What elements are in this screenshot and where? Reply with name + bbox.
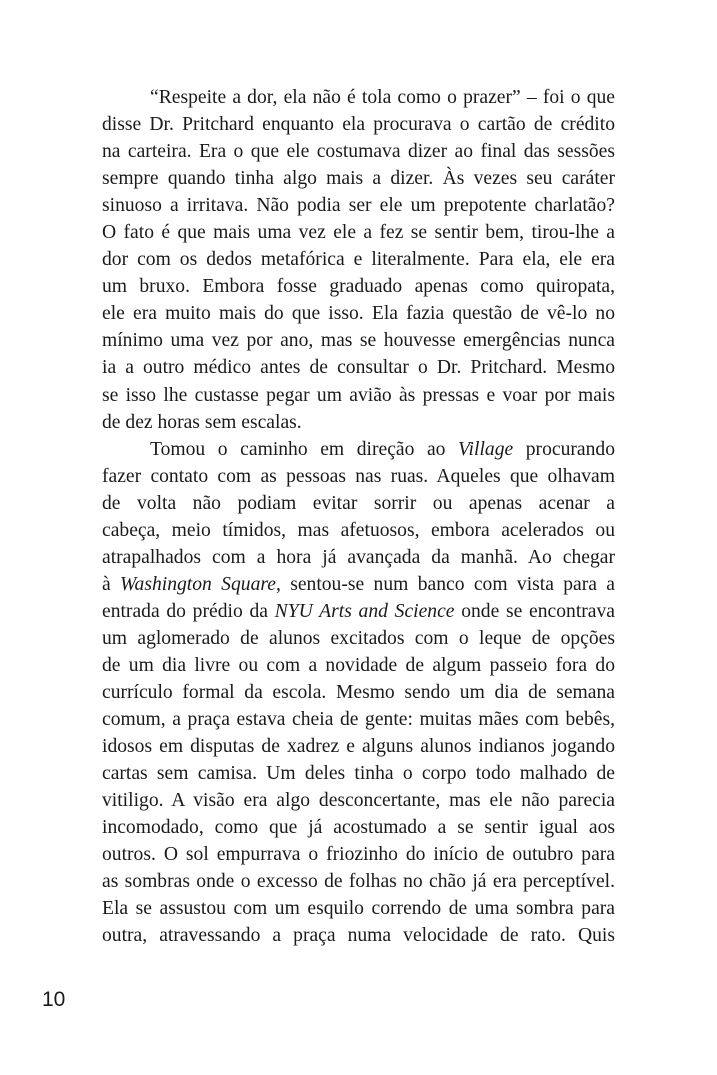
text-segment: de dez horas sem escalas. bbox=[102, 411, 302, 433]
text-line bbox=[102, 192, 615, 219]
text-line bbox=[102, 787, 615, 814]
text-segment: outra, atravessando a praça numa velocidade de rato. Quis bbox=[102, 925, 615, 947]
text-line bbox=[102, 354, 615, 381]
text-line bbox=[102, 652, 615, 679]
text-segment: Ela se assustou com um esquilo correndo de uma sombra para bbox=[102, 898, 615, 920]
text-line bbox=[102, 300, 615, 327]
text-segment: de um dia livre ou com a novidade de algum passeio fora do bbox=[102, 654, 615, 676]
text-segment: currículo formal da escola. Mesmo sendo um dia de semana bbox=[102, 682, 615, 704]
page-body bbox=[102, 84, 615, 950]
text-segment: O fato é que mais uma vez ele a fez se sentir bem, tirou-lhe a bbox=[102, 222, 615, 244]
text-line bbox=[102, 625, 615, 652]
italic-text-segment: Washington Square bbox=[120, 573, 276, 595]
text-line bbox=[102, 138, 615, 165]
italic-text-segment: NYU Arts and Science bbox=[274, 600, 455, 622]
text-segment: disse Dr. Pritchard enquanto ela procurava o cartão de crédito bbox=[102, 114, 615, 136]
paragraph bbox=[102, 84, 615, 436]
text-segment: as sombras onde o excesso de folhas no chão já era perceptível. bbox=[102, 871, 615, 893]
text-segment: de volta não podiam evitar sorrir ou apenas acenar a bbox=[102, 492, 615, 514]
text-line bbox=[102, 273, 615, 300]
text-segment: um bruxo. Embora fosse graduado apenas como quiropata, bbox=[102, 276, 615, 298]
text-segment: , sentou-se num banco com vista para a bbox=[275, 573, 615, 595]
text-line bbox=[102, 598, 615, 625]
text-segment: mínimo uma vez por ano, mas se houvesse emergências nunca bbox=[102, 330, 615, 352]
text-line bbox=[102, 409, 615, 436]
text-segment: procurando bbox=[513, 438, 615, 460]
text-line bbox=[102, 219, 615, 246]
text-segment: dor com os dedos metafórica e literalmente. Para ela, ele era bbox=[102, 249, 615, 271]
text-line bbox=[102, 490, 615, 517]
text-segment: ia a outro médico antes de consultar o Dr. Pritchard. Mesmo bbox=[102, 357, 615, 379]
text-segment: sinuoso a irritava. Não podia ser ele um prepotente charlatão? bbox=[102, 195, 615, 217]
text-line bbox=[102, 760, 615, 787]
text-segment: incomodado, como que já acostumado a se sentir igual aos bbox=[102, 817, 615, 839]
page-number: 10 bbox=[42, 988, 66, 1011]
text-segment: “Respeite a dor, ela não é tola como o prazer” – foi o que bbox=[150, 87, 615, 108]
text-line bbox=[102, 922, 615, 949]
text-line bbox=[102, 841, 615, 868]
text-segment: entrada do prédio da bbox=[102, 600, 275, 622]
text-segment: se isso lhe custasse pegar um avião às pressas e voar por mais bbox=[102, 384, 615, 406]
text-segment: à bbox=[102, 573, 121, 595]
text-segment: cabeça, meio tímidos, mas afetuosos, embora acelerados ou bbox=[102, 519, 615, 541]
text-line bbox=[102, 895, 615, 922]
text-line bbox=[102, 679, 615, 706]
text-segment: cartas sem camisa. Um deles tinha o corpo todo malhado de bbox=[102, 763, 615, 785]
text-segment: sempre quando tinha algo mais a dizer. Às vezes seu caráter bbox=[102, 168, 615, 190]
text-line bbox=[102, 246, 615, 273]
text-segment: onde se encontrava bbox=[454, 600, 615, 622]
text-segment: idosos em disputas de xadrez e alguns alunos indianos jogando bbox=[102, 736, 615, 758]
text-line bbox=[102, 84, 615, 111]
text-line bbox=[102, 327, 615, 354]
text-line bbox=[102, 517, 615, 544]
text-line bbox=[102, 544, 615, 571]
text-segment: vitiligo. A visão era algo desconcertante, mas ele não parecia bbox=[102, 790, 615, 812]
text-line bbox=[102, 463, 615, 490]
italic-text-segment: Village bbox=[458, 438, 514, 460]
text-segment: na carteira. Era o que ele costumava dizer ao final das sessões bbox=[102, 141, 615, 163]
text-line bbox=[102, 165, 615, 192]
text-line bbox=[102, 571, 615, 598]
text-segment: comum, a praça estava cheia de gente: muitas mães com bebês, bbox=[102, 709, 615, 731]
text-line bbox=[102, 382, 615, 409]
text-line bbox=[102, 733, 615, 760]
text-line bbox=[102, 111, 615, 138]
text-line bbox=[102, 868, 615, 895]
text-segment: atrapalhados com a hora já avançada da manhã. Ao chegar bbox=[102, 546, 615, 568]
text-segment: outros. O sol empurrava o friozinho do início de outubro para bbox=[102, 844, 615, 866]
text-segment: um aglomerado de alunos excitados com o leque de opções bbox=[102, 627, 615, 649]
text-segment: fazer contato com as pessoas nas ruas. Aqueles que olhavam bbox=[102, 465, 615, 487]
paragraph bbox=[102, 436, 615, 950]
text-line bbox=[102, 436, 615, 463]
text-segment: ele era muito mais do que isso. Ela fazia questão de vê-lo no bbox=[102, 303, 615, 325]
text-line bbox=[102, 706, 615, 733]
text-line bbox=[102, 814, 615, 841]
text-segment: Tomou o caminho em direção ao bbox=[150, 438, 459, 460]
